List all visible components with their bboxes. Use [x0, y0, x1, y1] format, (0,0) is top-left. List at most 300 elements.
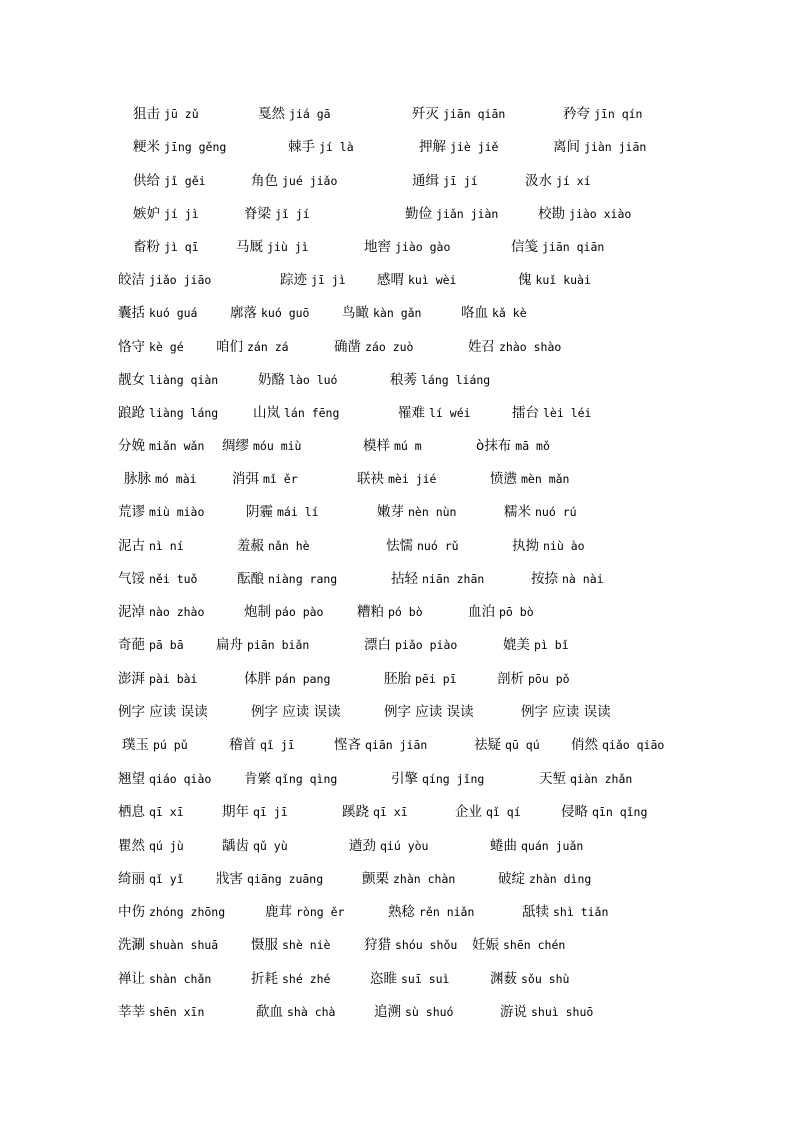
word-entry	[232, 467, 298, 491]
word-entry	[503, 633, 569, 657]
chinese-word: 勤俭	[405, 206, 432, 222]
word-row	[0, 733, 794, 757]
chinese-word: 龋齿	[222, 838, 249, 854]
pinyin-readings: shuì shuō	[531, 1005, 594, 1019]
chinese-word: 绸缪	[222, 438, 249, 454]
word-row	[0, 867, 794, 891]
pinyin-readings: mǐ ěr	[263, 472, 298, 486]
pinyin-readings: jū zǔ	[164, 107, 199, 121]
chinese-word: 模样	[363, 438, 390, 454]
word-entry	[258, 368, 337, 392]
chinese-word: 囊括	[118, 305, 145, 321]
pinyin-readings: qiǎo qiāo	[602, 738, 665, 752]
chinese-word: 剖析	[497, 671, 524, 687]
chinese-word: 蜷曲	[490, 838, 517, 854]
word-entry	[244, 600, 323, 624]
chinese-word: 遒劲	[349, 838, 376, 854]
pinyin-readings: kǎ kè	[492, 306, 527, 320]
pinyin-readings: pēi pī	[415, 672, 457, 686]
chinese-word: 离间	[553, 139, 580, 155]
word-entry	[490, 834, 583, 858]
word-entry	[538, 202, 631, 226]
pinyin-readings: kàn gǎn	[373, 306, 422, 320]
chinese-word: 押解	[419, 139, 446, 155]
pinyin-readings: nuó rú	[535, 505, 577, 519]
chinese-word: 泥淖	[118, 604, 145, 620]
chinese-word: 侵略	[561, 804, 588, 820]
word-entry	[468, 335, 561, 359]
chinese-word: 胚胎	[384, 671, 411, 687]
word-entry	[412, 102, 505, 126]
pinyin-readings: miǎn wǎn	[149, 439, 205, 453]
word-row	[0, 202, 794, 226]
chinese-word: 中伤	[118, 904, 145, 920]
chinese-word: 洗涮	[118, 937, 145, 953]
word-entry	[230, 301, 309, 325]
chinese-word: 舐犊	[522, 904, 549, 920]
chinese-word: 罹难	[398, 405, 425, 421]
word-entry	[468, 600, 534, 624]
pinyin-readings: qiàn zhǎn	[570, 772, 633, 786]
word-entry	[384, 700, 474, 724]
pinyin-readings: mó mài	[155, 472, 197, 486]
word-entry	[518, 268, 591, 292]
chinese-word: 例字 应读 误读	[251, 704, 341, 720]
word-entry	[364, 633, 457, 657]
word-entry	[374, 1000, 453, 1024]
word-entry	[498, 867, 591, 891]
pinyin-readings: lào luó	[289, 373, 338, 387]
pinyin-readings: jiù jì	[267, 240, 309, 254]
word-entry	[377, 500, 456, 524]
word-entry	[118, 401, 218, 425]
word-entry	[118, 434, 204, 458]
chinese-word: 例字 应读 误读	[521, 704, 611, 720]
word-entry	[490, 967, 569, 991]
word-entry	[118, 335, 184, 359]
chinese-word: 禅让	[118, 971, 145, 987]
word-entry	[497, 667, 570, 691]
chinese-word: 例字 应读 误读	[384, 704, 474, 720]
chinese-word: 企业	[455, 804, 482, 820]
chinese-word: 狩猎	[364, 937, 391, 953]
word-row	[0, 169, 794, 193]
word-row	[0, 933, 794, 957]
word-row	[0, 600, 794, 624]
chinese-word: 奶酪	[258, 372, 285, 388]
word-entry	[118, 800, 184, 824]
chinese-word: 折耗	[251, 971, 278, 987]
pinyin-readings: liàng láng	[149, 406, 219, 420]
word-entry	[455, 800, 521, 824]
word-entry	[118, 534, 184, 558]
pinyin-readings: qǐ qí	[486, 805, 521, 819]
pinyin-readings: niàng rang	[268, 572, 338, 586]
chinese-word: 皎洁	[118, 272, 145, 288]
pinyin-readings: niān zhān	[422, 572, 485, 586]
word-row	[0, 401, 794, 425]
pinyin-readings: quán juǎn	[521, 839, 584, 853]
word-entry	[334, 335, 413, 359]
pinyin-readings: jiān qiān	[443, 107, 506, 121]
word-entry	[391, 567, 484, 591]
pinyin-readings: pán pang	[275, 672, 331, 686]
chinese-word: 歃血	[256, 1004, 283, 1020]
word-row	[0, 368, 794, 392]
word-entry	[258, 102, 331, 126]
pinyin-readings: lèi léi	[543, 406, 592, 420]
word-entry	[244, 767, 337, 791]
pinyin-readings: miù miào	[149, 505, 205, 519]
pinyin-readings: lí wéi	[429, 406, 471, 420]
pinyin-readings: jiè jiě	[450, 140, 499, 154]
word-entry	[563, 102, 642, 126]
chinese-word: 期年	[222, 804, 249, 820]
pinyin-readings: móu miù	[253, 439, 302, 453]
word-entry	[504, 500, 577, 524]
word-entry	[522, 900, 608, 924]
chinese-word: 糟粕	[357, 604, 384, 620]
pinyin-readings: jiǎo jiāo	[149, 273, 212, 287]
word-row	[0, 235, 794, 259]
pinyin-readings: kuì wèi	[408, 273, 457, 287]
word-entry	[118, 867, 184, 891]
pinyin-readings: shàn chǎn	[149, 972, 212, 986]
chinese-word: 消弭	[232, 471, 259, 487]
word-entry	[334, 733, 427, 757]
chinese-word: 咯血	[461, 305, 488, 321]
chinese-word: 畜粉	[133, 239, 160, 255]
chinese-word: 踪迹	[280, 272, 307, 288]
pinyin-readings: pā bā	[149, 638, 184, 652]
chinese-word: 粳米	[133, 139, 160, 155]
chinese-word: 确凿	[334, 339, 361, 355]
word-entry	[490, 467, 569, 491]
pinyin-readings: páo pào	[275, 605, 324, 619]
pinyin-readings: jīng gěng	[164, 140, 227, 154]
chinese-word: 悭吝	[334, 737, 361, 753]
word-entry	[364, 933, 457, 957]
chinese-word: 气馁	[118, 571, 145, 587]
chinese-word: 稽首	[229, 737, 256, 753]
word-entry	[571, 733, 664, 757]
pinyin-readings: jiào gào	[395, 240, 451, 254]
pinyin-readings: nà nài	[562, 572, 604, 586]
pinyin-readings: jǐ gěi	[164, 174, 206, 188]
word-entry	[349, 834, 428, 858]
word-entry	[525, 169, 591, 193]
pinyin-readings: jí jì	[164, 207, 199, 221]
pinyin-readings: piān biǎn	[247, 638, 310, 652]
word-entry	[342, 301, 421, 325]
pinyin-readings: něi tuǒ	[149, 572, 198, 586]
chinese-word: 阴霾	[246, 504, 273, 520]
chinese-word: 游说	[500, 1004, 527, 1020]
chinese-word: 地窖	[364, 239, 391, 255]
word-entry	[216, 633, 309, 657]
chinese-word: 蹊跷	[342, 804, 369, 820]
pinyin-readings: pú pǔ	[153, 738, 188, 752]
pinyin-readings: qiáo qiào	[149, 772, 212, 786]
pinyin-readings: jiān qiān	[542, 240, 605, 254]
word-entry	[265, 900, 344, 924]
pinyin-readings: jiá gā	[289, 107, 331, 121]
chinese-word: ò抹布	[476, 438, 512, 454]
chinese-word: 破绽	[498, 871, 525, 887]
pinyin-readings: qú jù	[149, 839, 184, 853]
chinese-word: 恪守	[118, 339, 145, 355]
pinyin-readings: pō bò	[499, 605, 534, 619]
word-entry	[531, 567, 604, 591]
word-entry	[222, 434, 301, 458]
word-entry	[246, 500, 319, 524]
chinese-word: 绮丽	[118, 871, 145, 887]
word-entry	[118, 1000, 204, 1024]
pinyin-readings: zhào shào	[499, 340, 562, 354]
word-entry	[118, 633, 184, 657]
word-row	[0, 135, 794, 159]
word-entry	[412, 169, 478, 193]
word-entry	[512, 534, 585, 558]
chinese-word: 瞿然	[118, 838, 145, 854]
pinyin-readings: zán zá	[247, 340, 289, 354]
word-entry	[124, 467, 197, 491]
word-entry	[251, 169, 337, 193]
chinese-word: 血泊	[468, 604, 495, 620]
word-entry	[244, 202, 310, 226]
word-entry	[133, 135, 226, 159]
pinyin-readings: shóu shǒu	[395, 938, 458, 952]
word-entry	[388, 900, 474, 924]
word-entry	[398, 401, 471, 425]
word-row	[0, 667, 794, 691]
pinyin-readings: jī jí	[443, 174, 478, 188]
chinese-word: 漂白	[364, 637, 391, 653]
word-entry	[133, 102, 199, 126]
chinese-word: 恣睢	[370, 971, 397, 987]
chinese-word: 咱们	[216, 339, 243, 355]
word-entry	[405, 202, 498, 226]
word-entry	[512, 401, 591, 425]
chinese-word: 廓落	[230, 305, 257, 321]
word-entry	[253, 401, 339, 425]
chinese-word: 校勘	[538, 206, 565, 222]
pinyin-readings: jǐ jí	[275, 207, 310, 221]
pinyin-readings: shé zhé	[282, 972, 331, 986]
pinyin-readings: kuó guō	[261, 306, 310, 320]
pinyin-readings: rěn niǎn	[419, 905, 475, 919]
chinese-word: 渊薮	[490, 971, 517, 987]
chinese-word: 擂台	[512, 405, 539, 421]
pinyin-readings: niù ào	[543, 539, 585, 553]
chinese-word: 嫉妒	[133, 206, 160, 222]
chinese-word: 嫩芽	[377, 504, 404, 520]
word-entry	[229, 733, 295, 757]
chinese-word: 脊梁	[244, 206, 271, 222]
word-entry	[118, 700, 208, 724]
pinyin-readings: shuàn shuā	[149, 938, 219, 952]
pinyin-readings: lán fēng	[284, 406, 340, 420]
word-entry	[511, 235, 604, 259]
word-entry	[118, 933, 218, 957]
pinyin-readings: láng liáng	[421, 373, 491, 387]
chinese-word: 分娩	[118, 438, 145, 454]
pinyin-readings: jí xí	[556, 174, 591, 188]
chinese-word: 戛然	[258, 106, 285, 122]
word-row	[0, 1000, 794, 1024]
word-entry	[118, 368, 218, 392]
pinyin-readings: sù shuó	[405, 1005, 454, 1019]
word-entry	[118, 600, 204, 624]
chinese-word: 妊娠	[472, 937, 499, 953]
word-entry	[500, 1000, 593, 1024]
pinyin-readings: nào zhào	[149, 605, 205, 619]
pinyin-readings: záo zuò	[365, 340, 414, 354]
word-entry	[133, 169, 206, 193]
chinese-word: 歼灭	[412, 106, 439, 122]
pinyin-readings: shì tiǎn	[553, 905, 609, 919]
chinese-word: 傀	[518, 272, 532, 288]
word-entry	[419, 135, 498, 159]
pinyin-readings: nuó rǔ	[417, 539, 459, 553]
chinese-word: 山岚	[253, 405, 280, 421]
word-entry	[118, 967, 211, 991]
chinese-word: 按捺	[531, 571, 558, 587]
word-row	[0, 700, 794, 724]
word-row	[0, 800, 794, 824]
chinese-word: 例字 应读 误读	[118, 704, 208, 720]
chinese-word: 通缉	[412, 173, 439, 189]
word-entry	[553, 135, 646, 159]
word-entry	[386, 534, 459, 558]
chinese-word: 姓召	[468, 339, 495, 355]
word-entry	[251, 700, 341, 724]
pinyin-readings: mú m	[394, 439, 422, 453]
pinyin-readings: nì ní	[149, 539, 184, 553]
chinese-word: 靓女	[118, 372, 145, 388]
word-entry	[122, 733, 188, 757]
word-entry	[118, 767, 211, 791]
chinese-word: 拈轻	[391, 571, 418, 587]
pinyin-readings: qū qú	[505, 738, 540, 752]
word-row	[0, 767, 794, 791]
pinyin-readings: qī xī	[373, 805, 408, 819]
chinese-word: 糯米	[504, 504, 531, 520]
word-entry	[280, 268, 346, 292]
chinese-word: 荒谬	[118, 504, 145, 520]
pinyin-readings: kè gé	[149, 340, 184, 354]
chinese-word: 汲水	[525, 173, 552, 189]
pinyin-readings: pì bǐ	[534, 638, 569, 652]
word-entry	[357, 600, 423, 624]
pinyin-readings: qīn qǐng	[592, 805, 648, 819]
chinese-word: 棘手	[288, 139, 315, 155]
chinese-word: 炮制	[244, 604, 271, 620]
pinyin-readings: nèn nùn	[408, 505, 457, 519]
chinese-word: 怯懦	[386, 538, 413, 554]
word-entry	[133, 202, 199, 226]
pinyin-readings: qiān jiān	[365, 738, 428, 752]
word-entry	[118, 301, 197, 325]
word-entry	[342, 800, 408, 824]
pinyin-readings: nǎn hè	[268, 539, 310, 553]
word-entry	[363, 434, 422, 458]
word-row	[0, 102, 794, 126]
chinese-word: 引擎	[391, 771, 418, 787]
chinese-word: 栖息	[118, 804, 145, 820]
pinyin-readings: liàng qiàn	[149, 373, 219, 387]
chinese-word: 澎湃	[118, 671, 145, 687]
word-entry	[288, 135, 354, 159]
pinyin-readings: jiào xiào	[569, 207, 632, 221]
chinese-word: 羞赧	[237, 538, 264, 554]
word-entry	[118, 567, 197, 591]
word-entry	[561, 800, 647, 824]
chinese-word: 踉跄	[118, 405, 145, 421]
pinyin-readings: jí là	[319, 140, 354, 154]
word-entry	[476, 434, 550, 458]
chinese-word: 鸟瞰	[342, 305, 369, 321]
pinyin-readings: mèn mǎn	[521, 472, 570, 486]
word-entry	[118, 900, 225, 924]
pinyin-readings: kuó guá	[149, 306, 198, 320]
pinyin-readings: pó bò	[388, 605, 423, 619]
pinyin-readings: piǎo piào	[395, 638, 458, 652]
pinyin-readings: shè niè	[282, 938, 331, 952]
word-row	[0, 335, 794, 359]
pinyin-readings: pōu pǒ	[528, 672, 570, 686]
word-entry	[118, 667, 197, 691]
chinese-word: 俏然	[571, 737, 598, 753]
word-entry	[390, 368, 490, 392]
chinese-word: 翘望	[118, 771, 145, 787]
chinese-word: 酝酿	[237, 571, 264, 587]
pinyin-readings: jī jì	[311, 273, 346, 287]
word-entry	[222, 834, 288, 858]
word-entry	[251, 967, 330, 991]
pinyin-readings: shēn chén	[503, 938, 566, 952]
chinese-word: 稂莠	[390, 372, 417, 388]
word-entry	[461, 301, 527, 325]
pinyin-readings: jì qī	[164, 240, 199, 254]
pinyin-readings: qiāng zuāng	[247, 872, 324, 886]
word-entry	[357, 467, 436, 491]
word-entry	[384, 667, 457, 691]
word-entry	[474, 733, 540, 757]
chinese-word: 角色	[251, 173, 278, 189]
chinese-word: 熟稔	[388, 904, 415, 920]
word-entry	[133, 235, 199, 259]
pinyin-readings: jiǎn jiàn	[436, 207, 499, 221]
word-entry	[118, 268, 211, 292]
pinyin-readings: zhàn dìng	[529, 872, 592, 886]
pinyin-readings: qī xī	[149, 805, 184, 819]
chinese-word: 鹿茸	[265, 904, 292, 920]
word-row	[0, 633, 794, 657]
pinyin-readings: pài bài	[149, 672, 198, 686]
word-entry	[216, 867, 323, 891]
chinese-word: 狙击	[133, 106, 160, 122]
chinese-word: 执拗	[512, 538, 539, 554]
chinese-word: 扁舟	[216, 637, 243, 653]
chinese-word: 莘莘	[118, 1004, 145, 1020]
word-row	[0, 301, 794, 325]
word-entry	[236, 235, 309, 259]
word-row	[0, 434, 794, 458]
chinese-word: 体胖	[244, 671, 271, 687]
chinese-word: 信笺	[511, 239, 538, 255]
chinese-word: 供给	[133, 173, 160, 189]
